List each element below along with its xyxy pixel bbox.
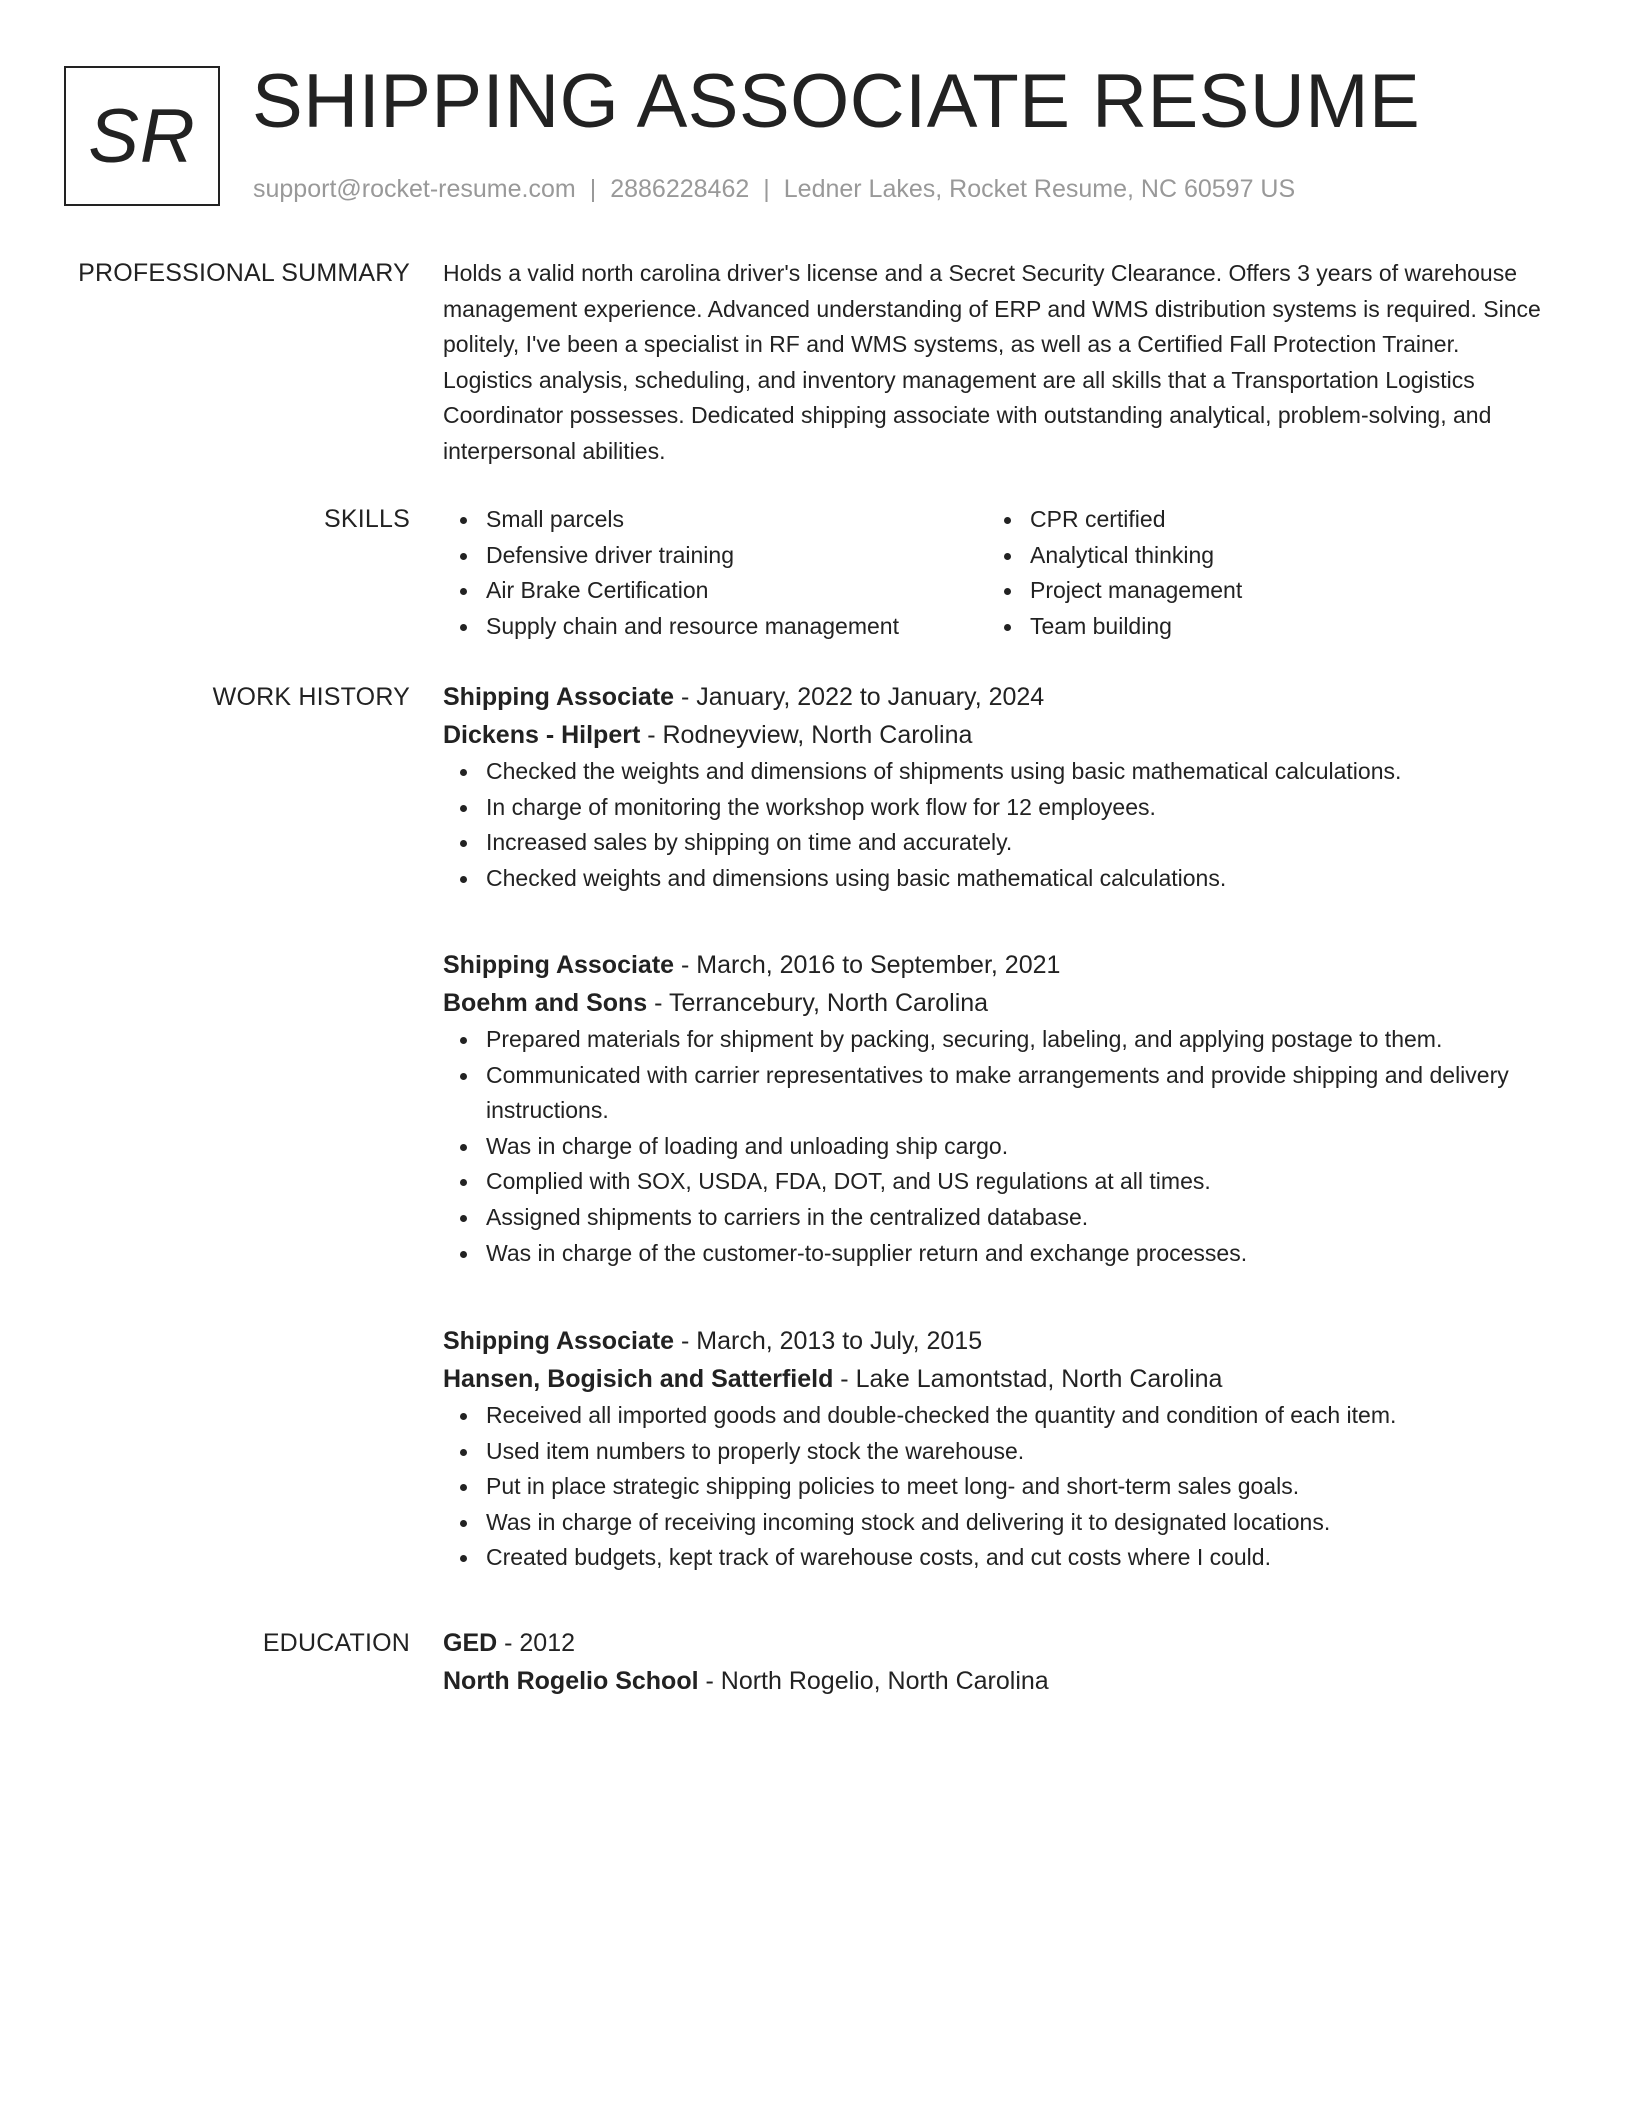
- job-company: Boehm and Sons: [443, 989, 648, 1017]
- section-label-professional-summary: PROFESSIONAL SUMMARY: [78, 259, 410, 287]
- job-duty: Communicated with carrier representatives to make arrangements and provide shipping and delivery instructions.: [443, 1058, 1543, 1129]
- job-company-line: [443, 1360, 1543, 1398]
- skill-item: Defensive driver training: [443, 538, 987, 574]
- skill-item: Air Brake Certification: [443, 573, 987, 609]
- education-section: [443, 1624, 1543, 1700]
- job-duty: Was in charge of receiving incoming stock and delivering it to designated locations.: [443, 1505, 1543, 1541]
- job-duty: Complied with SOX, USDA, FDA, DOT, and US regulations at all times.: [443, 1164, 1543, 1200]
- contact-separator: |: [763, 175, 770, 203]
- job-duty: Created budgets, kept track of warehouse costs, and cut costs where I could.: [443, 1540, 1543, 1576]
- job-title: Shipping Associate: [443, 1327, 675, 1355]
- job-duty: Prepared materials for shipment by packing, securing, labeling, and applying postage to them.: [443, 1022, 1543, 1058]
- job-title: Shipping Associate: [443, 683, 675, 711]
- skills-list-left: [443, 502, 987, 644]
- contact-separator: |: [589, 175, 597, 203]
- monogram-initials: SR: [88, 93, 196, 179]
- job-duty: Checked the weights and dimensions of shipments using basic mathematical calculations.: [443, 754, 1543, 790]
- job-duty: Increased sales by shipping on time and accurately.: [443, 825, 1543, 861]
- contact-address: Ledner Lakes, Rocket Resume, NC 60597 US: [783, 175, 1296, 203]
- education-degree-line: [443, 1624, 1543, 1662]
- section-label-work-history: WORK HISTORY: [212, 683, 410, 711]
- job-duty: Assigned shipments to carriers in the centralized database.: [443, 1200, 1543, 1236]
- section-label-education: EDUCATION: [262, 1629, 410, 1657]
- job-title-line: [443, 1322, 1543, 1360]
- job-duties-list: [443, 1022, 1543, 1271]
- job-duty: In charge of monitoring the workshop work flow for 12 employees.: [443, 790, 1543, 826]
- job-entry: [443, 678, 1543, 896]
- skills-grid: [443, 502, 1543, 644]
- skill-item: Project management: [987, 573, 1487, 609]
- skill-item: CPR certified: [987, 502, 1487, 538]
- monogram-badge: [64, 66, 220, 206]
- education-year: - 2012: [497, 1629, 576, 1657]
- job-company-line: [443, 716, 1543, 754]
- skill-item: Supply chain and resource management: [443, 609, 987, 645]
- skill-item: Team building: [987, 609, 1487, 645]
- job-company: Dickens - Hilpert: [443, 721, 641, 749]
- job-location: - Terrancebury, North Carolina: [647, 989, 989, 1017]
- education-school-line: [443, 1662, 1543, 1700]
- education-degree: GED: [443, 1629, 498, 1657]
- skills-list-right: [987, 502, 1487, 644]
- job-duty: Used item numbers to properly stock the warehouse.: [443, 1434, 1543, 1470]
- job-duty: Was in charge of the customer-to-supplier return and exchange processes.: [443, 1236, 1543, 1272]
- job-title: Shipping Associate: [443, 951, 675, 979]
- job-entry: [443, 1322, 1543, 1576]
- skills-section: [443, 502, 1543, 644]
- skill-item: Small parcels: [443, 502, 987, 538]
- contact-line: [253, 172, 1295, 206]
- job-duty: Checked weights and dimensions using basic mathematical calculations.: [443, 861, 1543, 897]
- job-duties-list: [443, 754, 1543, 896]
- contact-email[interactable]: support@rocket-resume.com: [253, 175, 576, 203]
- job-dates: - March, 2016 to September, 2021: [674, 951, 1061, 979]
- education-school: North Rogelio School: [443, 1667, 699, 1695]
- job-company-line: [443, 984, 1543, 1022]
- job-duty: Put in place strategic shipping policies to meet long- and short-term sales goals.: [443, 1469, 1543, 1505]
- job-company: Hansen, Bogisich and Satterfield: [443, 1365, 834, 1393]
- education-location: - North Rogelio, North Carolina: [698, 1667, 1049, 1695]
- job-title-line: [443, 946, 1543, 984]
- summary-section: [443, 256, 1543, 470]
- job-duty: Was in charge of loading and unloading ship cargo.: [443, 1129, 1543, 1165]
- job-dates: - January, 2022 to January, 2024: [674, 683, 1045, 711]
- job-location: - Lake Lamontstad, North Carolina: [833, 1365, 1223, 1393]
- job-dates: - March, 2013 to July, 2015: [674, 1327, 983, 1355]
- contact-phone[interactable]: 2886228462: [610, 175, 750, 203]
- job-location: - Rodneyview, North Carolina: [640, 721, 973, 749]
- job-title-line: [443, 678, 1543, 716]
- job-entry: [443, 946, 1543, 1271]
- skill-item: Analytical thinking: [987, 538, 1487, 574]
- resume-title: SHIPPING ASSOCIATE RESUME: [252, 59, 1421, 144]
- summary-text: Holds a valid north carolina driver's license and a Secret Security Clearance. Offers 3 years of warehouse management experience. Advanced understanding of ERP and WMS distribution systems is required. Since politely, I've been a specialist in RF and WMS systems, as well as a Certified Fall Protection Trainer. Logistics analysis, scheduling, and inventory management are all skills that a Transportation Logistics Coordinator possesses. Dedicated shipping associate with outstanding analytical, problem-solving, and interpersonal abilities.: [443, 260, 1541, 464]
- section-label-skills: SKILLS: [324, 505, 410, 533]
- job-duties-list: [443, 1398, 1543, 1576]
- job-duty: Received all imported goods and double-checked the quantity and condition of each item.: [443, 1398, 1543, 1434]
